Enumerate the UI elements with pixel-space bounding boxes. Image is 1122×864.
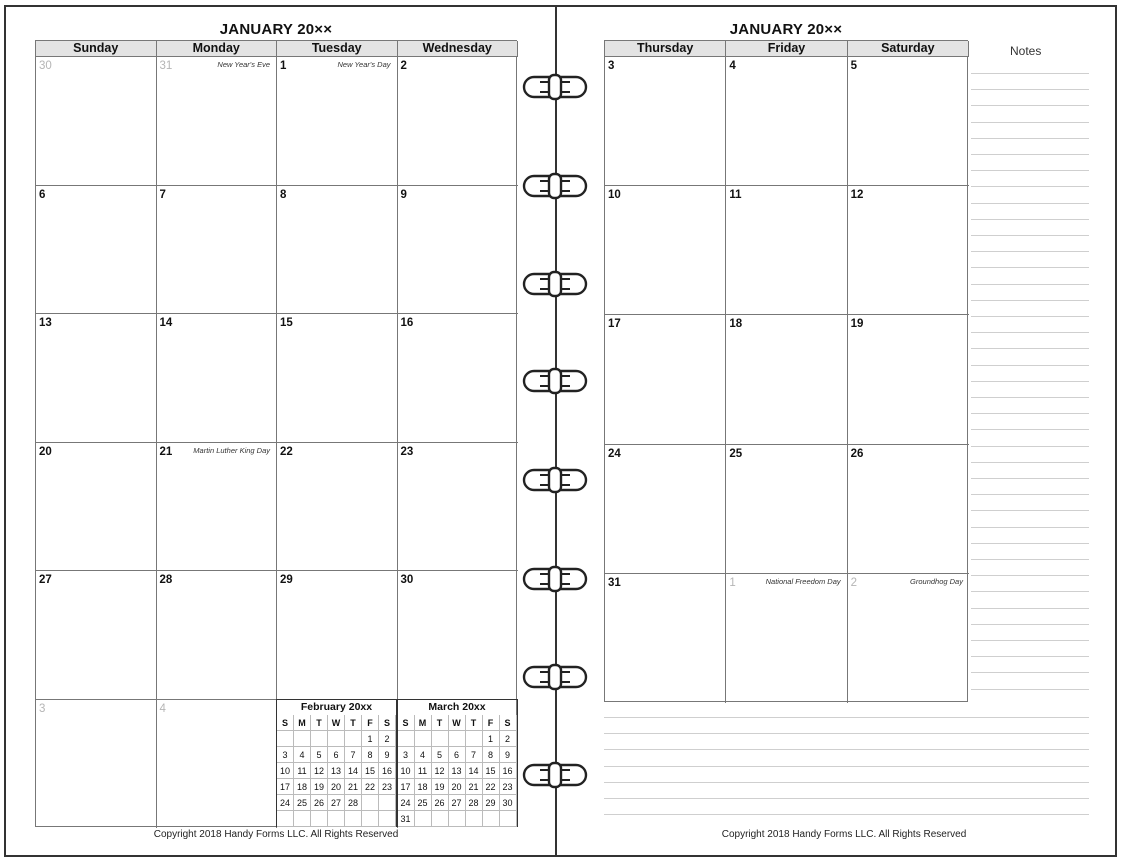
day-cell[interactable] — [398, 314, 519, 443]
day-number: 26 — [850, 447, 864, 460]
day-number: 27 — [39, 574, 52, 586]
mini-day: 27 — [328, 795, 345, 811]
mini-day: 3 — [277, 747, 294, 763]
notes-line — [971, 672, 1089, 673]
day-cell[interactable] — [157, 57, 278, 186]
binder-ring-icon — [520, 73, 590, 101]
notes-line — [971, 624, 1089, 625]
day-number: 1 — [280, 60, 287, 72]
mini-weekday-header: F — [362, 715, 379, 731]
notes-line — [971, 689, 1089, 690]
notes-line — [971, 170, 1089, 171]
day-cell[interactable] — [277, 186, 398, 315]
copyright-text: Copyright 2018 Handy Forms LLC. All Rights Reserved — [153, 829, 399, 840]
day-cell[interactable] — [36, 314, 157, 443]
day-cell[interactable] — [605, 445, 726, 574]
mini-day: 7 — [466, 747, 483, 763]
mini-day — [398, 731, 415, 747]
day-number: 18 — [729, 318, 743, 331]
ruled-line — [604, 798, 1089, 799]
notes-line — [971, 575, 1089, 576]
mini-day: 11 — [415, 763, 432, 779]
mini-day — [466, 811, 483, 827]
mini-day — [345, 811, 362, 827]
mini-day: 26 — [311, 795, 328, 811]
day-number: 31 — [608, 576, 621, 589]
mini-day: 17 — [398, 779, 415, 795]
mini-day: 15 — [362, 763, 379, 779]
mini-weekday-header: M — [294, 715, 311, 731]
mini-day — [277, 731, 294, 747]
day-number: 4 — [159, 702, 166, 715]
mini-day: 19 — [432, 779, 449, 795]
mini-weekday-header: S — [277, 715, 294, 731]
day-number: 21 — [159, 445, 173, 458]
day-number: 7 — [159, 188, 166, 201]
notes-line — [971, 446, 1089, 447]
day-cell[interactable] — [277, 443, 398, 572]
mini-calendar-title: March 20xx — [428, 701, 486, 713]
mini-day: 19 — [311, 779, 328, 795]
mini-day — [362, 811, 379, 827]
mini-day: 5 — [311, 747, 328, 763]
notes-line — [971, 316, 1089, 317]
binder-ring-icon — [520, 270, 590, 298]
notes-line — [971, 608, 1089, 609]
mini-calendar-box — [397, 699, 518, 827]
notes-line — [971, 591, 1089, 592]
day-number: 10 — [608, 189, 621, 202]
mini-day: 4 — [415, 747, 432, 763]
day-number: 15 — [280, 317, 293, 329]
binder-ring-icon — [520, 565, 590, 593]
mini-day: 28 — [466, 795, 483, 811]
mini-day: 18 — [294, 779, 311, 795]
mini-day: 3 — [398, 747, 415, 763]
notes-line — [971, 89, 1089, 90]
day-cell[interactable] — [36, 700, 157, 829]
holiday-label: Martin Luther King Day — [193, 445, 270, 455]
mini-day — [379, 811, 396, 827]
day-cell[interactable] — [398, 186, 519, 315]
mini-day — [379, 795, 396, 811]
day-number: 11 — [729, 189, 742, 202]
mini-day: 17 — [277, 779, 294, 795]
mini-day: 21 — [345, 779, 362, 795]
notes-heading: Notes — [1010, 44, 1042, 58]
mini-day: 25 — [415, 795, 432, 811]
day-header-thursday: Thursday — [605, 41, 726, 57]
notes-line — [971, 154, 1089, 155]
binder-ring-icon — [520, 172, 590, 200]
mini-day: 30 — [500, 795, 517, 811]
mini-day: 24 — [398, 795, 415, 811]
day-header-friday: Friday — [726, 41, 847, 57]
notes-line — [971, 284, 1089, 285]
month-grid-right — [604, 40, 968, 702]
mini-weekday-header: W — [449, 715, 466, 731]
day-header-saturday: Saturday — [848, 41, 969, 57]
day-cell[interactable] — [36, 186, 157, 315]
day-cell[interactable] — [848, 186, 969, 315]
mini-day: 6 — [328, 747, 345, 763]
mini-weekday-header: T — [466, 715, 483, 731]
mini-day: 15 — [483, 763, 500, 779]
mini-day: 25 — [294, 795, 311, 811]
day-cell[interactable] — [157, 443, 278, 572]
notes-line — [971, 235, 1089, 236]
day-cell[interactable] — [848, 574, 969, 703]
mini-day — [432, 731, 449, 747]
day-cell[interactable] — [848, 445, 969, 574]
day-cell[interactable] — [157, 700, 278, 829]
holiday-label: National Freedom Day — [765, 576, 841, 586]
day-cell[interactable] — [726, 315, 847, 444]
day-number: 29 — [280, 574, 293, 586]
day-header-monday: Monday — [157, 41, 278, 57]
mini-day — [328, 811, 345, 827]
mini-day — [500, 811, 517, 827]
mini-day: 20 — [328, 779, 345, 795]
day-number: 1 — [729, 576, 736, 589]
day-cell[interactable] — [398, 571, 519, 700]
day-cell[interactable] — [848, 315, 969, 444]
day-number: 20 — [39, 445, 52, 458]
notes-line — [971, 203, 1089, 204]
mini-day: 1 — [362, 731, 379, 747]
mini-day: 31 — [398, 811, 415, 827]
day-number: 8 — [280, 188, 287, 201]
day-cell[interactable] — [726, 57, 847, 186]
day-number: 28 — [159, 574, 173, 586]
mini-day: 2 — [379, 731, 396, 747]
mini-weekday-header: F — [483, 715, 500, 731]
day-cell[interactable] — [157, 186, 278, 315]
mini-day: 20 — [449, 779, 466, 795]
day-number: 31 — [159, 60, 173, 72]
day-cell[interactable] — [726, 574, 847, 703]
mini-day: 21 — [466, 779, 483, 795]
mini-day: 9 — [500, 747, 517, 763]
mini-day: 1 — [483, 731, 500, 747]
mini-calendar-grid — [398, 715, 517, 827]
day-cell[interactable] — [36, 57, 157, 186]
mini-calendar-title: February 20xx — [300, 701, 373, 713]
notes-line — [971, 348, 1089, 349]
mini-day: 11 — [294, 763, 311, 779]
day-cell[interactable] — [277, 314, 398, 443]
holiday-label: New Year's Day — [337, 60, 391, 69]
day-header-tuesday: Tuesday — [277, 41, 398, 57]
day-number: 19 — [850, 318, 864, 331]
day-cell[interactable] — [36, 443, 157, 572]
day-number: 23 — [400, 445, 414, 458]
notes-line — [971, 105, 1089, 106]
day-number: 2 — [400, 60, 407, 72]
day-number: 6 — [39, 188, 46, 201]
ruled-line — [604, 814, 1089, 815]
day-cell[interactable] — [605, 186, 726, 315]
notes-line — [971, 510, 1089, 511]
mini-day: 23 — [379, 779, 396, 795]
mini-day: 24 — [277, 795, 294, 811]
mini-day: 5 — [432, 747, 449, 763]
mini-day: 12 — [432, 763, 449, 779]
notes-line — [971, 138, 1089, 139]
notes-line — [971, 381, 1089, 382]
mini-calendar-february — [276, 699, 397, 827]
day-number: 24 — [608, 447, 621, 460]
page-title: JANUARY 20×× — [219, 21, 333, 38]
day-cell[interactable] — [605, 315, 726, 444]
mini-day: 16 — [500, 763, 517, 779]
mini-weekday-header: S — [379, 715, 396, 731]
ruled-line — [604, 733, 1089, 734]
mini-calendar-box — [276, 699, 397, 827]
mini-day: 10 — [277, 763, 294, 779]
mini-weekday-header: T — [311, 715, 328, 731]
mini-day — [311, 811, 328, 827]
binder-ring-icon — [520, 367, 590, 395]
mini-day: 26 — [432, 795, 449, 811]
mini-calendar-march — [397, 699, 518, 827]
mini-day — [449, 811, 466, 827]
mini-day: 18 — [415, 779, 432, 795]
planner-spread — [4, 5, 1117, 857]
day-number: 3 — [608, 60, 615, 72]
ruled-line — [604, 782, 1089, 783]
day-number: 14 — [159, 317, 173, 329]
mini-day — [294, 811, 311, 827]
mini-weekday-header: S — [398, 715, 415, 731]
mini-day: 12 — [311, 763, 328, 779]
notes-line — [971, 73, 1089, 74]
mini-day: 13 — [328, 763, 345, 779]
day-number: 9 — [400, 188, 407, 201]
day-cell[interactable] — [605, 574, 726, 703]
left-page — [6, 7, 557, 855]
mini-day: 29 — [483, 795, 500, 811]
day-number: 25 — [729, 447, 743, 460]
day-number: 5 — [850, 60, 858, 72]
mini-day: 22 — [483, 779, 500, 795]
day-cell[interactable] — [848, 57, 969, 186]
binder-ring-icon — [520, 761, 590, 789]
day-cell[interactable] — [398, 57, 519, 186]
mini-weekday-header: M — [415, 715, 432, 731]
day-number: 30 — [39, 60, 52, 72]
day-number: 13 — [39, 317, 52, 329]
notes-line — [971, 462, 1089, 463]
notes-line — [971, 219, 1089, 220]
notes-line — [971, 267, 1089, 268]
mini-day: 28 — [345, 795, 362, 811]
mini-day: 6 — [449, 747, 466, 763]
mini-day: 14 — [466, 763, 483, 779]
day-cell[interactable] — [277, 57, 398, 186]
notes-line — [971, 527, 1089, 528]
mini-day — [449, 731, 466, 747]
day-cell[interactable] — [36, 571, 157, 700]
notes-line — [971, 656, 1089, 657]
mini-day: 22 — [362, 779, 379, 795]
notes-line — [971, 559, 1089, 560]
notes-line — [971, 332, 1089, 333]
day-cell[interactable] — [157, 314, 278, 443]
binder-ring-icon — [520, 466, 590, 494]
mini-day: 8 — [483, 747, 500, 763]
mini-day: 2 — [500, 731, 517, 747]
notes-line — [971, 251, 1089, 252]
notes-line — [971, 543, 1089, 544]
mini-day — [345, 731, 362, 747]
mini-calendar-grid — [277, 715, 396, 827]
mini-day: 14 — [345, 763, 362, 779]
mini-weekday-header: S — [500, 715, 517, 731]
day-number: 12 — [850, 189, 864, 202]
mini-day: 10 — [398, 763, 415, 779]
day-cell[interactable] — [398, 443, 519, 572]
page-title: JANUARY 20×× — [729, 21, 843, 38]
notes-line — [971, 429, 1089, 430]
day-cell[interactable] — [726, 186, 847, 315]
mini-day — [277, 811, 294, 827]
mini-day — [483, 811, 500, 827]
mini-day: 13 — [449, 763, 466, 779]
ruled-line — [604, 766, 1089, 767]
mini-day — [415, 811, 432, 827]
mini-day: 7 — [345, 747, 362, 763]
copyright-text: Copyright 2018 Handy Forms LLC. All Rights Reserved — [721, 829, 967, 840]
ruled-line — [604, 717, 1089, 718]
day-cell[interactable] — [277, 571, 398, 700]
mini-day — [294, 731, 311, 747]
mini-day: 16 — [379, 763, 396, 779]
mini-day — [362, 795, 379, 811]
notes-line — [971, 397, 1089, 398]
right-page — [559, 7, 1115, 855]
day-number: 2 — [850, 576, 858, 589]
day-number: 16 — [400, 317, 414, 329]
mini-day: 27 — [449, 795, 466, 811]
mini-day — [311, 731, 328, 747]
mini-weekday-header: T — [345, 715, 362, 731]
notes-line — [971, 122, 1089, 123]
notes-line — [971, 300, 1089, 301]
day-header-wednesday: Wednesday — [398, 41, 519, 57]
mini-day — [432, 811, 449, 827]
day-cell[interactable] — [605, 57, 726, 186]
notes-line — [971, 640, 1089, 641]
mini-weekday-header: W — [328, 715, 345, 731]
binder-ring-icon — [520, 663, 590, 691]
notes-line — [971, 186, 1089, 187]
ruled-line — [604, 749, 1089, 750]
mini-day — [415, 731, 432, 747]
day-number: 22 — [280, 445, 293, 458]
holiday-label: New Year's Eve — [217, 60, 270, 69]
notes-line — [971, 413, 1089, 414]
notes-line — [971, 478, 1089, 479]
day-number: 3 — [39, 702, 46, 715]
day-cell[interactable] — [726, 445, 847, 574]
mini-day: 23 — [500, 779, 517, 795]
mini-day: 9 — [379, 747, 396, 763]
mini-day: 4 — [294, 747, 311, 763]
day-number: 4 — [729, 60, 736, 72]
day-cell[interactable] — [157, 571, 278, 700]
mini-day — [328, 731, 345, 747]
day-header-sunday: Sunday — [36, 41, 157, 57]
mini-day: 8 — [362, 747, 379, 763]
notes-line — [971, 494, 1089, 495]
day-number: 30 — [400, 574, 414, 586]
day-number: 17 — [608, 318, 621, 331]
holiday-label: Groundhog Day — [910, 576, 963, 586]
notes-line — [971, 365, 1089, 366]
mini-weekday-header: T — [432, 715, 449, 731]
mini-day — [466, 731, 483, 747]
